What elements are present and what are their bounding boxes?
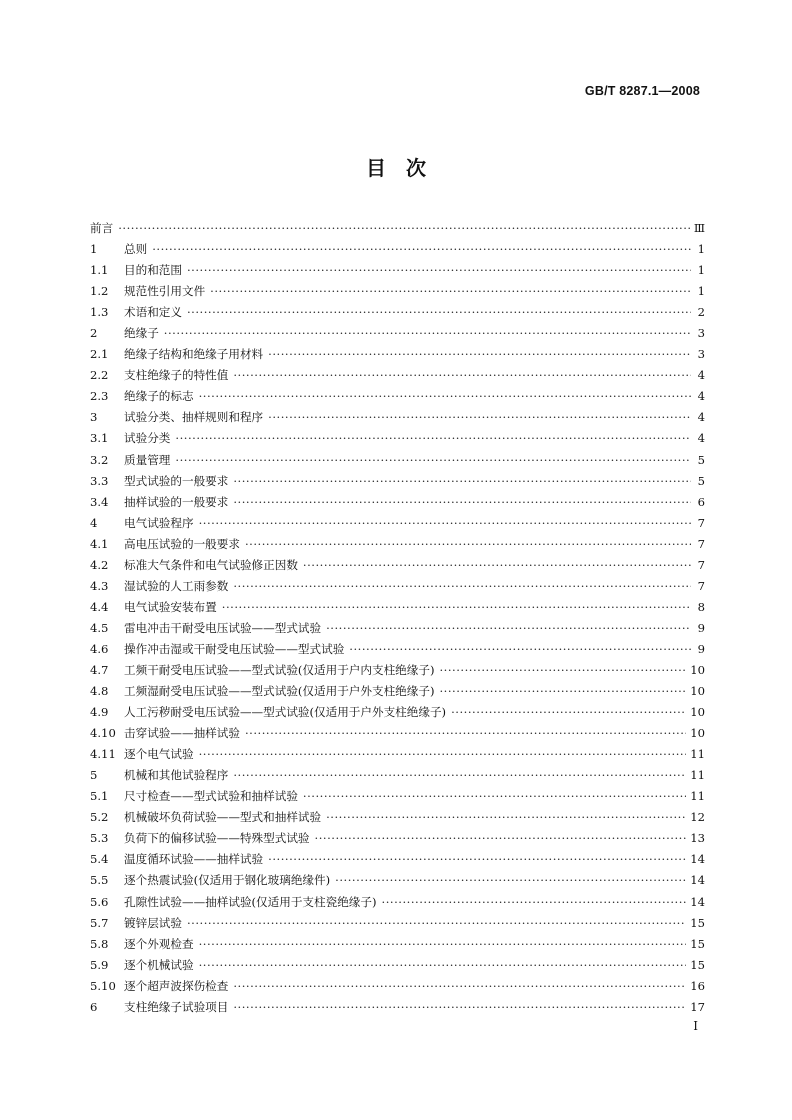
toc-label: 支柱绝缘子试验项目 — [124, 999, 229, 1014]
toc-label: 电气试验安装布置 — [124, 599, 217, 614]
toc-page: 14 — [690, 852, 705, 867]
toc-leader-dots — [382, 892, 687, 913]
page-title: 目 次 — [366, 156, 426, 180]
toc-page: 10 — [690, 705, 705, 720]
toc-page: 8 — [697, 599, 705, 614]
toc-number: 2.1 — [90, 347, 109, 362]
toc-entry-5[interactable] — [90, 765, 705, 786]
toc-leader-dots — [245, 723, 686, 744]
toc-page: 15 — [690, 936, 705, 951]
toc-number: 4.4 — [90, 599, 109, 614]
toc-number: 3.1 — [90, 431, 109, 446]
toc-entry-foreword[interactable] — [90, 218, 705, 239]
toc-label: 目的和范围 — [124, 263, 182, 278]
toc-leader-dots — [233, 365, 691, 386]
toc-label: 雷电冲击干耐受电压试验——型式试验 — [124, 620, 322, 635]
toc-leader-dots — [303, 786, 686, 807]
toc-label: 工频干耐受电压试验——型式试验(仅适用于户内支柱绝缘子) — [124, 662, 435, 677]
toc-page: 1 — [697, 242, 705, 257]
toc-entry-5-10[interactable] — [90, 976, 705, 997]
toc-leader-dots — [175, 428, 691, 449]
toc-page: 6 — [697, 494, 705, 509]
toc-leader-dots — [268, 344, 691, 365]
toc-number: 5.6 — [90, 894, 109, 909]
toc-entry-5-3[interactable] — [90, 828, 705, 849]
toc-page: 13 — [690, 831, 705, 846]
toc-leader-dots — [222, 597, 691, 618]
toc-entry-4-10[interactable] — [90, 723, 705, 744]
toc-number: 3 — [90, 410, 98, 425]
toc-number: 5.8 — [90, 936, 109, 951]
toc-label: 标准大气条件和电气试验修正因数 — [124, 557, 298, 572]
toc-page: 16 — [690, 978, 705, 993]
toc-number: 2.3 — [90, 389, 109, 404]
toc-entry-2-3[interactable] — [90, 386, 705, 407]
toc-leader-dots — [233, 492, 691, 513]
toc-label: 尺寸检查——型式试验和抽样试验 — [124, 789, 298, 804]
toc-entry-1[interactable] — [90, 239, 705, 260]
toc-entry-2-2[interactable] — [90, 365, 705, 386]
toc-number: 4.6 — [90, 641, 109, 656]
toc-leader-dots — [187, 260, 691, 281]
toc-entry-4-11[interactable] — [90, 744, 705, 765]
toc-label: 孔隙性试验——抽样试验(仅适用于支柱瓷绝缘子) — [124, 894, 377, 909]
toc-leader-dots — [187, 913, 686, 934]
toc-entry-5-2[interactable] — [90, 807, 705, 828]
toc-leader-dots — [268, 407, 691, 428]
toc-entry-5-1[interactable] — [90, 786, 705, 807]
toc-number: 4.11 — [90, 747, 116, 762]
toc-page: 4 — [697, 431, 705, 446]
toc-label: 逐个电气试验 — [124, 747, 194, 762]
toc-page: 4 — [697, 368, 705, 383]
toc-page: 7 — [697, 536, 705, 551]
toc-page: 4 — [697, 410, 705, 425]
toc-number: 4.5 — [90, 620, 109, 635]
toc-label: 试验分类、抽样规则和程序 — [124, 410, 264, 425]
toc-number: 5.4 — [90, 852, 109, 867]
toc-number: 1 — [90, 242, 98, 257]
toc-number: 5.5 — [90, 873, 109, 888]
toc-entry-5-4[interactable] — [90, 849, 705, 870]
toc-number: 2.2 — [90, 368, 109, 383]
toc-leader-dots — [199, 955, 687, 976]
toc-page: 7 — [697, 578, 705, 593]
toc-number: 4.8 — [90, 684, 109, 699]
toc-leader-dots — [303, 555, 691, 576]
toc-number: 3.2 — [90, 452, 109, 467]
toc-page: 5 — [697, 473, 705, 488]
toc-page: 9 — [697, 620, 705, 635]
toc-label: 总则 — [124, 242, 148, 257]
toc-leader-dots — [199, 934, 687, 955]
toc-number: 2 — [90, 326, 98, 341]
toc-leader-dots — [233, 765, 686, 786]
toc-number: 3.3 — [90, 473, 109, 488]
toc-entry-5-7[interactable] — [90, 913, 705, 934]
toc-label: 机械破坏负荷试验——型式和抽样试验 — [124, 810, 322, 825]
toc-label: 负荷下的偏移试验——特殊型式试验 — [124, 831, 310, 846]
toc-entry-4-2[interactable] — [90, 555, 705, 576]
toc-page: 2 — [697, 305, 705, 320]
toc-label: 型式试验的一般要求 — [124, 473, 229, 488]
toc-entry-5-9[interactable] — [90, 955, 705, 976]
toc-page: 15 — [690, 957, 705, 972]
page-number: Ⅰ — [693, 1019, 698, 1033]
toc-page: 5 — [697, 452, 705, 467]
toc-page: 10 — [690, 684, 705, 699]
toc-number: 4.7 — [90, 662, 109, 677]
toc-number: 5.1 — [90, 789, 109, 804]
toc-entry-4-4[interactable] — [90, 597, 705, 618]
toc-entry-4-8[interactable] — [90, 681, 705, 702]
toc-page: 17 — [690, 999, 705, 1014]
toc-entry-4-7[interactable] — [90, 660, 705, 681]
toc-number: 5.10 — [90, 978, 116, 993]
toc-label: 击穿试验——抽样试验 — [124, 726, 240, 741]
toc-entry-5-5[interactable] — [90, 870, 705, 891]
toc-leader-dots — [175, 450, 691, 471]
toc-label: 机械和其他试验程序 — [124, 768, 229, 783]
toc-label: 高电压试验的一般要求 — [124, 536, 240, 551]
toc-page: 10 — [690, 662, 705, 677]
toc-label: 镀锌层试验 — [124, 915, 182, 930]
toc-entry-4-9[interactable] — [90, 702, 705, 723]
toc-page: 14 — [690, 873, 705, 888]
toc-page: 7 — [697, 515, 705, 530]
toc-page: 11 — [690, 768, 705, 783]
toc-entry-6[interactable] — [90, 997, 705, 1018]
toc-leader-dots — [118, 218, 690, 239]
toc-entry-3[interactable] — [90, 407, 705, 428]
toc-entry-1-3[interactable] — [90, 302, 705, 323]
toc-label: 试验分类 — [124, 431, 171, 446]
toc-label: 湿试验的人工雨参数 — [124, 578, 229, 593]
toc-label: 工频湿耐受电压试验——型式试验(仅适用于户外支柱绝缘子) — [124, 684, 435, 699]
toc-page: 10 — [690, 726, 705, 741]
toc-entry-4-6[interactable] — [90, 639, 705, 660]
toc-page: 1 — [697, 284, 705, 299]
toc-label: 绝缘子 — [124, 326, 159, 341]
toc-number: 4.1 — [90, 536, 109, 551]
toc-leader-dots — [326, 618, 691, 639]
toc-page: 11 — [690, 789, 705, 804]
toc-entry-5-6[interactable] — [90, 892, 705, 913]
toc-entry-4-3[interactable] — [90, 576, 705, 597]
toc-leader-dots — [199, 513, 691, 534]
toc-label: 逐个超声波探伤检查 — [124, 978, 229, 993]
table-of-contents — [90, 218, 705, 1018]
toc-number: 4 — [90, 515, 98, 530]
toc-label: 术语和定义 — [124, 305, 182, 320]
toc-label: 操作冲击湿或干耐受电压试验——型式试验 — [124, 641, 345, 656]
toc-entry-5-8[interactable] — [90, 934, 705, 955]
toc-entry-2-1[interactable] — [90, 344, 705, 365]
toc-label: 逐个机械试验 — [124, 957, 194, 972]
toc-entry-1-2[interactable] — [90, 281, 705, 302]
toc-label: 绝缘子的标志 — [124, 389, 194, 404]
standard-code: GB/T 8287.1—2008 — [584, 84, 700, 98]
toc-page: 15 — [690, 915, 705, 930]
toc-page: Ⅲ — [693, 221, 705, 235]
toc-page: 9 — [697, 641, 705, 656]
toc-page: 3 — [697, 326, 705, 341]
toc-label: 人工污秽耐受电压试验——型式试验(仅适用于户外支柱绝缘子) — [124, 705, 447, 720]
toc-page: 14 — [690, 894, 705, 909]
toc-entry-3-4[interactable] — [90, 492, 705, 513]
toc-leader-dots — [233, 997, 686, 1018]
toc-leader-dots — [199, 744, 687, 765]
toc-leader-dots — [335, 870, 686, 891]
toc-page: 3 — [697, 347, 705, 362]
toc-leader-dots — [440, 681, 687, 702]
toc-leader-dots — [349, 639, 691, 660]
toc-entry-4-1[interactable] — [90, 534, 705, 555]
toc-number: 5.7 — [90, 915, 109, 930]
toc-number: 5.9 — [90, 957, 109, 972]
toc-leader-dots — [326, 807, 686, 828]
toc-leader-dots — [245, 534, 691, 555]
toc-label: 绝缘子结构和绝缘子用材料 — [124, 347, 264, 362]
toc-number: 4.10 — [90, 726, 116, 741]
toc-entry-4-5[interactable] — [90, 618, 705, 639]
toc-leader-dots — [187, 302, 691, 323]
toc-number: 3.4 — [90, 494, 109, 509]
toc-page: 12 — [690, 810, 705, 825]
toc-leader-dots — [210, 281, 691, 302]
toc-number: 4.3 — [90, 578, 109, 593]
toc-page: 1 — [697, 263, 705, 278]
toc-label: 温度循环试验——抽样试验 — [124, 852, 264, 867]
toc-label: 支柱绝缘子的特性值 — [124, 368, 229, 383]
toc-page: 7 — [697, 557, 705, 572]
toc-entry-3-2[interactable] — [90, 450, 705, 471]
toc-leader-dots — [152, 239, 691, 260]
toc-page: 4 — [697, 389, 705, 404]
toc-label: 规范性引用文件 — [124, 284, 206, 299]
toc-entry-1-1[interactable] — [90, 260, 705, 281]
toc-leader-dots — [440, 660, 687, 681]
toc-number: 1.1 — [90, 263, 109, 278]
toc-leader-dots — [451, 702, 686, 723]
toc-label: 前言 — [90, 221, 114, 235]
toc-entry-3-1[interactable] — [90, 428, 705, 449]
toc-page: 11 — [690, 747, 705, 762]
toc-leader-dots — [233, 976, 686, 997]
toc-number: 5 — [90, 768, 98, 783]
toc-label: 电气试验程序 — [124, 515, 194, 530]
toc-leader-dots — [199, 386, 691, 407]
toc-number: 1.2 — [90, 284, 109, 299]
toc-label: 逐个热震试验(仅适用于钢化玻璃绝缘件) — [124, 873, 331, 888]
toc-entry-2[interactable] — [90, 323, 705, 344]
toc-number: 4.9 — [90, 705, 109, 720]
toc-leader-dots — [233, 471, 691, 492]
toc-entry-4[interactable] — [90, 513, 705, 534]
toc-leader-dots — [164, 323, 691, 344]
toc-label: 抽样试验的一般要求 — [124, 494, 229, 509]
toc-number: 5.3 — [90, 831, 109, 846]
toc-number: 5.2 — [90, 810, 109, 825]
toc-leader-dots — [233, 576, 691, 597]
toc-label: 逐个外观检查 — [124, 936, 194, 951]
toc-number: 6 — [90, 999, 98, 1014]
toc-entry-3-3[interactable] — [90, 471, 705, 492]
toc-number: 4.2 — [90, 557, 109, 572]
toc-label: 质量管理 — [124, 452, 171, 467]
toc-leader-dots — [268, 849, 686, 870]
toc-leader-dots — [315, 828, 687, 849]
toc-number: 1.3 — [90, 305, 109, 320]
